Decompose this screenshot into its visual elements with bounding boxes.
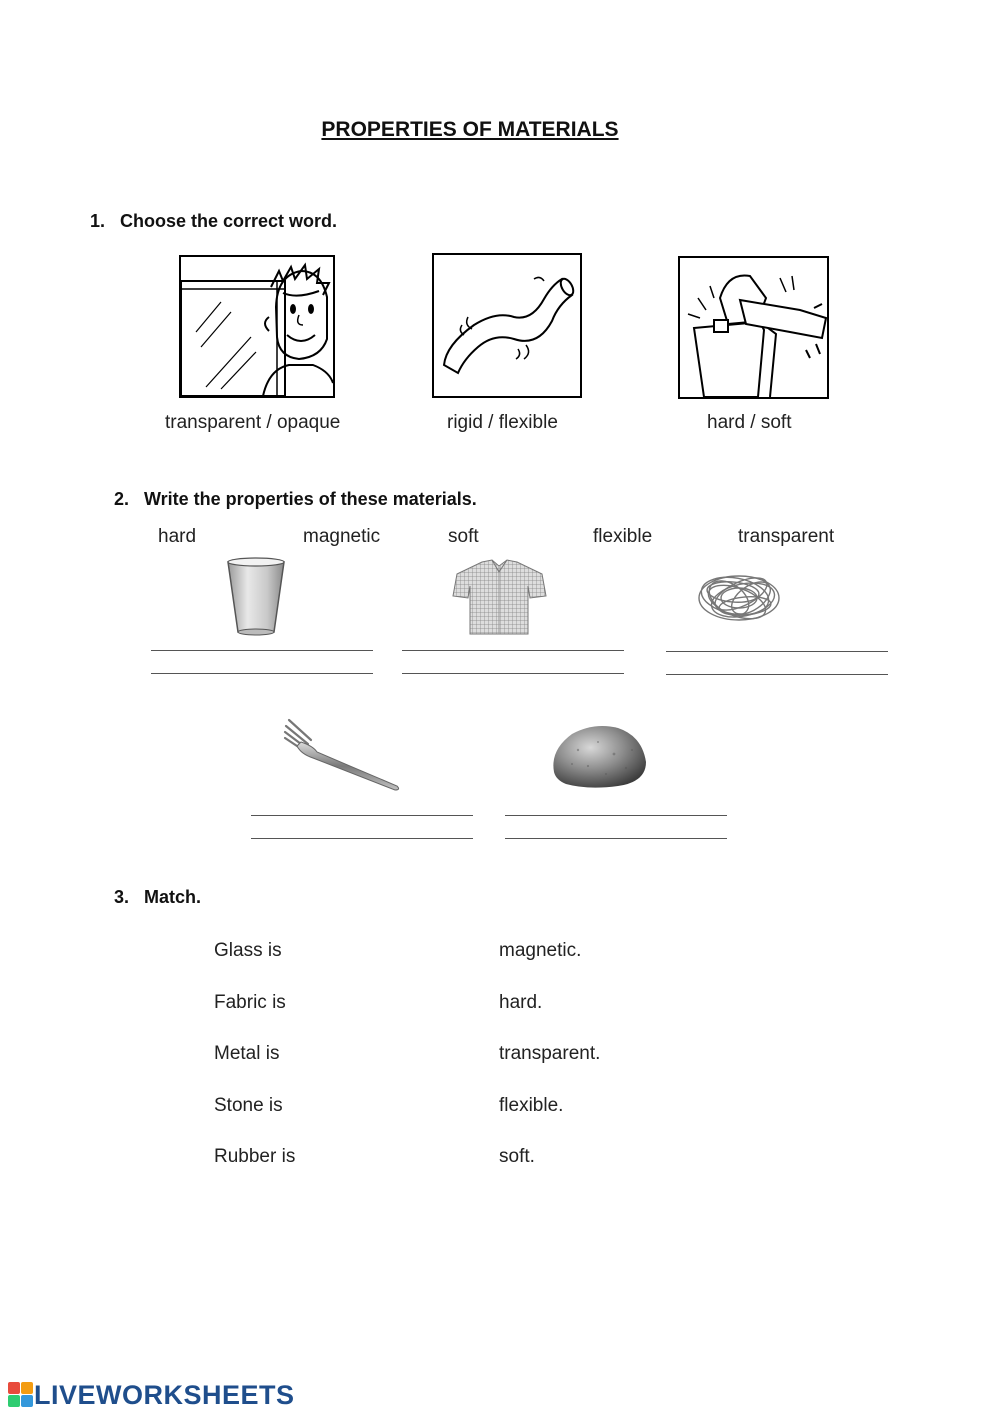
breaking-brick-icon bbox=[678, 256, 829, 399]
q1-heading: Choose the correct word. bbox=[120, 211, 338, 231]
match-right-item[interactable]: hard. bbox=[499, 992, 543, 1013]
match-left-item[interactable]: Rubber is bbox=[214, 1146, 296, 1167]
match-right-item[interactable]: transparent. bbox=[499, 1043, 601, 1064]
glass-cup-icon bbox=[224, 556, 288, 636]
word-bank-item: magnetic bbox=[303, 526, 381, 547]
word-bank-item: flexible bbox=[593, 526, 653, 547]
boy-behind-glass-icon bbox=[179, 255, 335, 398]
match-right-item[interactable]: magnetic. bbox=[499, 940, 582, 961]
match-right-item[interactable]: soft. bbox=[499, 1146, 535, 1167]
page-title: PROPERTIES OF MATERIALS bbox=[321, 118, 619, 141]
q1-caption-3: hard / soft bbox=[707, 412, 792, 433]
shirt-icon bbox=[452, 556, 547, 636]
match-left-item[interactable]: Stone is bbox=[214, 1095, 283, 1116]
answer-line[interactable] bbox=[251, 838, 473, 839]
fork-icon bbox=[283, 716, 403, 794]
answer-line[interactable] bbox=[402, 673, 624, 674]
logo-blocks-icon bbox=[8, 1382, 34, 1408]
answer-line[interactable] bbox=[505, 838, 727, 839]
match-right-item[interactable]: flexible. bbox=[499, 1095, 564, 1116]
word-bank-item: hard bbox=[158, 526, 197, 547]
answer-line[interactable] bbox=[151, 673, 373, 674]
answer-line[interactable] bbox=[666, 651, 888, 652]
q1-caption-2: rigid / flexible bbox=[447, 412, 558, 433]
rubber-bands-icon bbox=[693, 568, 785, 628]
liveworksheets-logo bbox=[8, 1378, 295, 1412]
q3-number: 3. bbox=[114, 887, 130, 907]
q3-heading: Match. bbox=[144, 887, 202, 907]
answer-line[interactable] bbox=[151, 650, 373, 651]
answer-line[interactable] bbox=[505, 815, 727, 816]
match-left-item[interactable]: Metal is bbox=[214, 1043, 280, 1064]
answer-line[interactable] bbox=[402, 650, 624, 651]
word-bank-item: soft bbox=[448, 526, 479, 547]
bending-tube-icon bbox=[432, 253, 582, 398]
match-left-item[interactable]: Glass is bbox=[214, 940, 282, 961]
word-bank-item: transparent bbox=[738, 526, 835, 547]
answer-line[interactable] bbox=[666, 674, 888, 675]
answer-line[interactable] bbox=[251, 815, 473, 816]
stone-icon bbox=[548, 720, 648, 790]
q1-caption-1: transparent / opaque bbox=[165, 412, 341, 433]
q2-number: 2. bbox=[114, 489, 130, 509]
q1-number: 1. bbox=[90, 211, 106, 231]
match-left-item[interactable]: Fabric is bbox=[214, 992, 286, 1013]
footer-brand: LIVEWORKSHEETS bbox=[34, 1379, 295, 1410]
q2-heading: Write the properties of these materials. bbox=[144, 489, 477, 509]
